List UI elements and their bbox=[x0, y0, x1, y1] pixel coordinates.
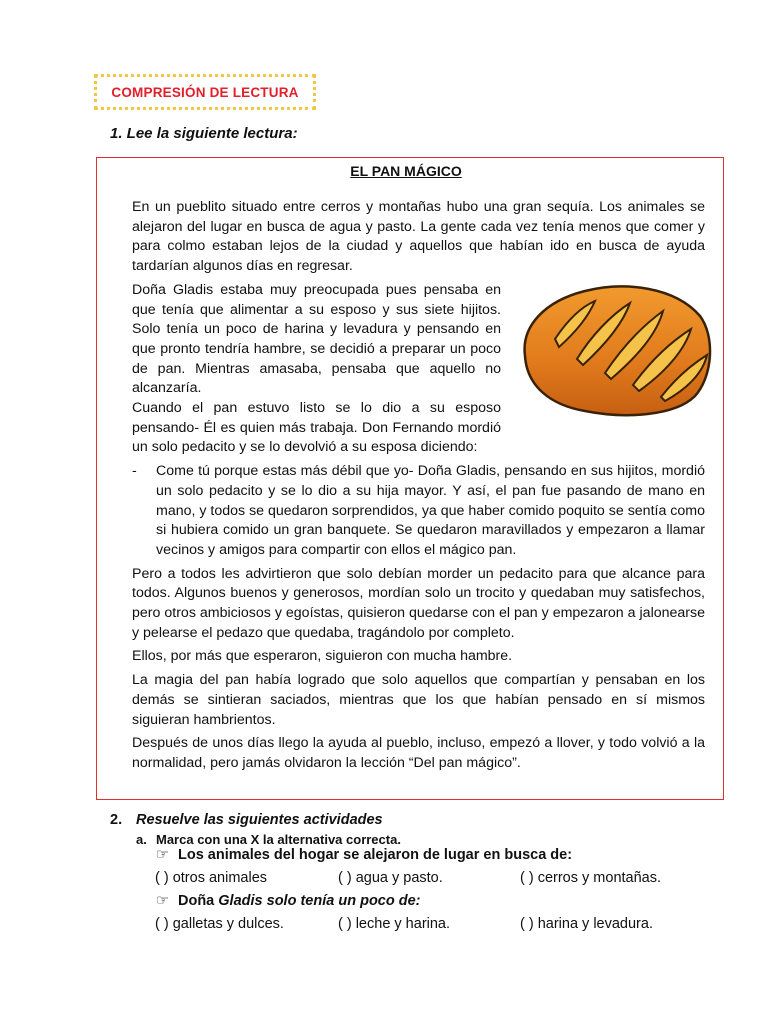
section-2-heading bbox=[110, 812, 383, 828]
q2-option-3[interactable]: ( ) harina y levadura. bbox=[520, 916, 653, 932]
activity-a-title: Marca con una X la alternativa correcta. bbox=[156, 832, 401, 847]
story-paragraph-4: Come tú porque estas más débil que yo- Doña Gladis, pensando en sus hijitos, mordió un solo pedacito y se lo dio a su hija mayor. Y así, el pan fue pasando de mano en mano, y todos se quedaron sorprendidos, ya que haber comido poquito se sentía como si hubiera comido un gran banquete. Se quedaron maravillados y empezaron a llamar vecinos y amigos para compartir con ellos el mágico pan. bbox=[156, 463, 705, 558]
story-body bbox=[132, 198, 705, 778]
activity-a-letter: a. bbox=[136, 832, 147, 847]
bread-loaf bbox=[525, 286, 710, 415]
story-title: EL PAN MÁGICO bbox=[350, 163, 462, 179]
question-2-prefix: Doña bbox=[178, 893, 219, 909]
q1-option-1[interactable]: ( ) otros animales bbox=[155, 870, 268, 886]
question-1-text: Los animales del hogar se alejaron de lugar en busca de: bbox=[178, 847, 573, 863]
activity-a-heading bbox=[136, 832, 401, 847]
section-2-title: Resuelve las siguientes actividades bbox=[136, 812, 383, 828]
story-paragraph-5: Pero a todos les advirtieron que solo debían morder un pedacito para que alcance para todos. Algunos buenos y generosos, mordían solo un trocito y quedaban muy satisfechos, pero otros ambiciosos y egoístas, quisieron quedarse con el pan y empezaron a jalonearse y pelearse el pedazo que quedaba, tragándolo por completo. bbox=[132, 565, 705, 641]
story-paragraph-3: Cuando el pan estuvo listo se lo dio a su esposo pensando- Él es quien más trabaja. Don Fernando mordió un solo pedacito y se lo devolvió a su esposa diciendo: bbox=[132, 400, 501, 456]
story-paragraph-6: Ellos, por más que esperaron, siguieron con mucha hambre. bbox=[132, 648, 513, 665]
bread-illustration bbox=[515, 281, 715, 419]
section-2-number: 2. bbox=[110, 812, 123, 828]
story-paragraph-1: En un pueblito situado entre cerros y montañas hubo una gran sequía. Los animales se alejaron del lugar en busca de agua y pasto. La gente cada vez tenía menos que comer y para colmo estaban lejos de la ciudad y aquellos que habían ido en busca de ayuda tardarían algunos días en regresar. bbox=[132, 199, 705, 275]
question-2-italic: Gladis solo tenía un poco de: bbox=[218, 893, 421, 909]
q1-option-3[interactable]: ( ) cerros y montañas. bbox=[520, 870, 662, 886]
section-1-heading: 1. Lee la siguiente lectura: bbox=[110, 125, 298, 142]
story-paragraph-2: Doña Gladis estaba muy preocupada pues pensaba en que tenía que alimentar a su esposo y sus siete hijitos. Solo tenía un poco de harina y levadura y pensando en que pronto tendría hambre, se decidió a preparar un poco de pan. Mientras amasaba, pensaba que aquello no alcanzaría. bbox=[132, 281, 501, 397]
section-badge: COMPRESIÓN DE LECTURA bbox=[94, 74, 316, 110]
question-1 bbox=[156, 847, 572, 863]
question-2 bbox=[156, 893, 421, 909]
q2-option-2[interactable]: ( ) leche y harina. bbox=[338, 916, 451, 932]
dialogue-item bbox=[132, 462, 705, 561]
pointing-hand-icon: ☞ bbox=[156, 847, 169, 863]
dash-bullet: - bbox=[132, 463, 137, 480]
story-paragraph-7: La magia del pan había logrado que solo aquellos que compartían y pensaban en los demás se sintieran saciados, mientras que los que habían pensado en sí mismos siguieran hambrientos. bbox=[132, 672, 705, 728]
q2-option-1[interactable]: ( ) galletas y dulces. bbox=[155, 916, 284, 932]
story-paragraph-8: Después de unos días llego la ayuda al pueblo, incluso, empezó a llover, y todo volvió a la normalidad, pero jamás olvidaron la lección “Del pan mágico”. bbox=[132, 735, 705, 771]
pointing-hand-icon: ☞ bbox=[156, 893, 169, 909]
q1-option-2[interactable]: ( ) agua y pasto. bbox=[338, 870, 443, 886]
